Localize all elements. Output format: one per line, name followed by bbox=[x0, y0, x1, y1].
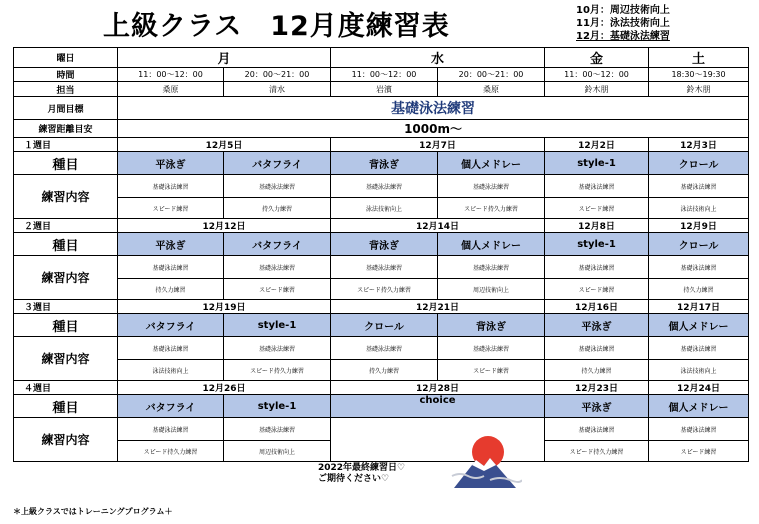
goal-december: 12月：基礎泳法練習 bbox=[576, 31, 670, 42]
content-cell: 基礎泳法練習 bbox=[331, 175, 438, 198]
page-title: 上級クラス 12月度練習表 bbox=[103, 11, 450, 42]
day-wednesday: 水 bbox=[331, 48, 545, 68]
distance-row bbox=[14, 120, 749, 138]
content-cell: 基礎泳法練習 bbox=[545, 337, 649, 360]
content-cell: 基礎泳法練習 bbox=[224, 256, 331, 279]
event-cell: バタフライ bbox=[224, 152, 331, 175]
content-cell: スピード持久力練習 bbox=[224, 360, 331, 381]
week-date: 12月14日 bbox=[331, 219, 545, 233]
content-cell: 基礎泳法練習 bbox=[224, 337, 331, 360]
content-cell: 持久力練習 bbox=[649, 279, 749, 300]
event-cell: バタフライ bbox=[118, 314, 224, 337]
event-cell: style-1 bbox=[545, 233, 649, 256]
event-cell: 平泳ぎ bbox=[118, 152, 224, 175]
event-label: 種目 bbox=[14, 152, 118, 175]
content-row bbox=[14, 360, 749, 381]
event-row bbox=[14, 395, 749, 418]
final-note-line: 2022年最終練習日♡ bbox=[318, 463, 406, 473]
event-row bbox=[14, 233, 749, 256]
final-note-line: ご期待ください♡ bbox=[318, 474, 390, 484]
mount-fuji-sun-illustration bbox=[450, 430, 522, 492]
monthly-goal-row bbox=[14, 97, 749, 120]
goal-october: 10月：周辺技術向上 bbox=[576, 5, 670, 16]
event-cell: 個人メドレー bbox=[649, 314, 749, 337]
time-cell: 11：00～12：00 bbox=[331, 68, 438, 82]
time-cell: 18:30～19:30 bbox=[649, 68, 749, 82]
event-cell: 個人メドレー bbox=[649, 395, 749, 418]
monthly-goals-list bbox=[576, 4, 670, 43]
content-cell: 持久力練習 bbox=[224, 198, 331, 219]
coach-row bbox=[14, 82, 749, 97]
week-date: 12月21日 bbox=[331, 300, 545, 314]
distance-label: 練習距離目安 bbox=[14, 120, 118, 138]
schedule-table bbox=[13, 47, 749, 462]
event-cell-choice: choice bbox=[331, 395, 545, 418]
content-cell: 持久力練習 bbox=[331, 360, 438, 381]
week-date: 12月28日 bbox=[331, 381, 545, 395]
week-label: １週目 bbox=[14, 138, 118, 152]
day-row bbox=[14, 48, 749, 68]
content-cell: スピード練習 bbox=[118, 198, 224, 219]
time-cell: 20：00～21：00 bbox=[224, 68, 331, 82]
content-cell: 基礎泳法練習 bbox=[649, 337, 749, 360]
content-cell: スピード持久力練習 bbox=[545, 441, 649, 462]
event-cell: style-1 bbox=[224, 395, 331, 418]
event-cell: 平泳ぎ bbox=[545, 395, 649, 418]
content-cell: 泳法技術向上 bbox=[649, 360, 749, 381]
content-cell: 基礎泳法練習 bbox=[118, 337, 224, 360]
goal-november: 11月：泳法技術向上 bbox=[576, 18, 670, 29]
event-cell: 個人メドレー bbox=[438, 233, 545, 256]
content-cell: 基礎泳法練習 bbox=[118, 175, 224, 198]
event-cell: クロール bbox=[649, 233, 749, 256]
content-cell: スピード練習 bbox=[545, 279, 649, 300]
week-label: ４週目 bbox=[14, 381, 118, 395]
event-cell: バタフライ bbox=[118, 395, 224, 418]
event-cell: 背泳ぎ bbox=[331, 152, 438, 175]
day-monday: 月 bbox=[118, 48, 331, 68]
week-date: 12月26日 bbox=[118, 381, 331, 395]
week-header-row bbox=[14, 300, 749, 314]
content-cell: 泳法技術向上 bbox=[331, 198, 438, 219]
week-label: ３週目 bbox=[14, 300, 118, 314]
coach-label: 担当 bbox=[14, 82, 118, 97]
content-cell: 基礎泳法練習 bbox=[649, 256, 749, 279]
week-date: 12月12日 bbox=[118, 219, 331, 233]
content-cell: スピード練習 bbox=[545, 198, 649, 219]
week-date: 12月16日 bbox=[545, 300, 649, 314]
coach-cell: 岩濱 bbox=[331, 82, 438, 97]
content-cell: 基礎泳法練習 bbox=[331, 256, 438, 279]
coach-cell: 鈴木朋 bbox=[545, 82, 649, 97]
content-cell: 基礎泳法練習 bbox=[545, 418, 649, 441]
content-cell: 基礎泳法練習 bbox=[438, 175, 545, 198]
time-cell: 11：00～12：00 bbox=[118, 68, 224, 82]
coach-cell: 桑原 bbox=[118, 82, 224, 97]
content-label: 練習内容 bbox=[14, 418, 118, 462]
day-label: 曜日 bbox=[14, 48, 118, 68]
content-cell: 基礎泳法練習 bbox=[118, 418, 224, 441]
content-row bbox=[14, 279, 749, 300]
event-cell: クロール bbox=[331, 314, 438, 337]
content-cell: スピード持久力練習 bbox=[438, 198, 545, 219]
content-cell: 基礎泳法練習 bbox=[545, 175, 649, 198]
monthly-goal-value: 基礎泳法練習 bbox=[118, 97, 749, 120]
event-cell: クロール bbox=[649, 152, 749, 175]
content-cell: 基礎泳法練習 bbox=[545, 256, 649, 279]
week-label: ２週目 bbox=[14, 219, 118, 233]
content-label: 練習内容 bbox=[14, 256, 118, 300]
time-cell: 20：00～21：00 bbox=[438, 68, 545, 82]
event-label: 種目 bbox=[14, 395, 118, 418]
content-row bbox=[14, 175, 749, 198]
week-header-row bbox=[14, 219, 749, 233]
monthly-goal-label: 月間目標 bbox=[14, 97, 118, 120]
content-cell: 泳法技術向上 bbox=[118, 360, 224, 381]
time-row bbox=[14, 68, 749, 82]
content-row bbox=[14, 256, 749, 279]
content-cell: スピード練習 bbox=[438, 360, 545, 381]
content-cell: 基礎泳法練習 bbox=[118, 256, 224, 279]
content-cell: 泳法技術向上 bbox=[649, 198, 749, 219]
event-cell: バタフライ bbox=[224, 233, 331, 256]
content-cell: 基礎泳法練習 bbox=[224, 175, 331, 198]
content-cell: 周辺技術向上 bbox=[438, 279, 545, 300]
content-row bbox=[14, 337, 749, 360]
content-cell: 基礎泳法練習 bbox=[649, 418, 749, 441]
week-date: 12月9日 bbox=[649, 219, 749, 233]
event-cell: 個人メドレー bbox=[438, 152, 545, 175]
content-label: 練習内容 bbox=[14, 175, 118, 219]
time-cell: 11：00～12：00 bbox=[545, 68, 649, 82]
content-cell: 周辺技術向上 bbox=[224, 441, 331, 462]
day-saturday: 土 bbox=[649, 48, 749, 68]
final-practice-note bbox=[318, 463, 405, 485]
event-row bbox=[14, 152, 749, 175]
content-cell: スピード持久力練習 bbox=[118, 441, 224, 462]
event-cell: 背泳ぎ bbox=[331, 233, 438, 256]
content-row bbox=[14, 418, 749, 441]
week-date: 12月5日 bbox=[118, 138, 331, 152]
event-row bbox=[14, 314, 749, 337]
week-date: 12月24日 bbox=[649, 381, 749, 395]
content-cell: スピード持久力練習 bbox=[331, 279, 438, 300]
content-cell: 基礎泳法練習 bbox=[331, 337, 438, 360]
content-cell: 持久力練習 bbox=[118, 279, 224, 300]
content-cell: 基礎泳法練習 bbox=[438, 337, 545, 360]
coach-cell: 清水 bbox=[224, 82, 331, 97]
week-header-row bbox=[14, 138, 749, 152]
event-cell: 背泳ぎ bbox=[438, 314, 545, 337]
content-cell: 基礎泳法練習 bbox=[438, 256, 545, 279]
content-cell: 持久力練習 bbox=[545, 360, 649, 381]
time-label: 時間 bbox=[14, 68, 118, 82]
footer-note: ＊上級クラスではトレーニングプログラム＋ bbox=[13, 507, 173, 516]
week-date: 12月8日 bbox=[545, 219, 649, 233]
event-cell: style-1 bbox=[545, 152, 649, 175]
week-header-row bbox=[14, 381, 749, 395]
content-cell: 基礎泳法練習 bbox=[649, 175, 749, 198]
week-date: 12月17日 bbox=[649, 300, 749, 314]
day-friday: 金 bbox=[545, 48, 649, 68]
content-row bbox=[14, 198, 749, 219]
coach-cell: 鈴木朋 bbox=[649, 82, 749, 97]
event-label: 種目 bbox=[14, 233, 118, 256]
event-cell: 平泳ぎ bbox=[118, 233, 224, 256]
week-date: 12月19日 bbox=[118, 300, 331, 314]
week-date: 12月23日 bbox=[545, 381, 649, 395]
event-cell: style-1 bbox=[224, 314, 331, 337]
content-cell: 基礎泳法練習 bbox=[224, 418, 331, 441]
event-label: 種目 bbox=[14, 314, 118, 337]
week-date: 12月3日 bbox=[649, 138, 749, 152]
week-date: 12月7日 bbox=[331, 138, 545, 152]
content-label: 練習内容 bbox=[14, 337, 118, 381]
content-cell: スピード練習 bbox=[224, 279, 331, 300]
week-date: 12月2日 bbox=[545, 138, 649, 152]
distance-value: 1000m～ bbox=[118, 120, 749, 138]
content-cell: スピード練習 bbox=[649, 441, 749, 462]
event-cell: 平泳ぎ bbox=[545, 314, 649, 337]
coach-cell: 桑原 bbox=[438, 82, 545, 97]
